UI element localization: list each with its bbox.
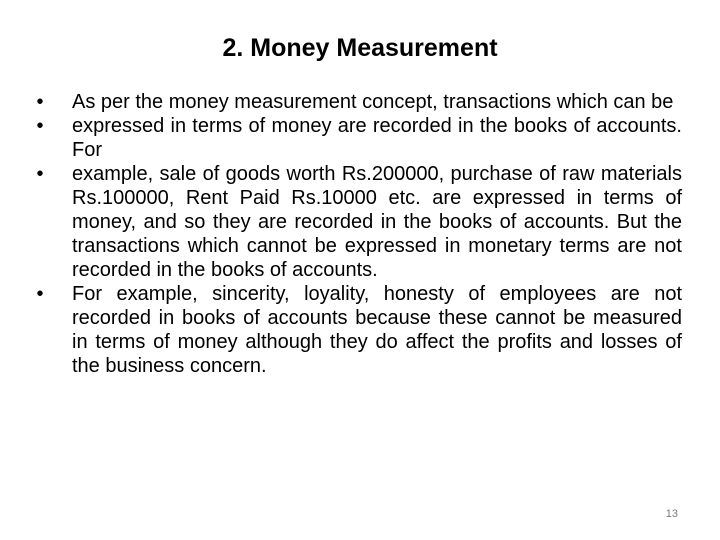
bullet-text: As per the money measurement concept, transactions which can be <box>72 91 674 113</box>
bullet-icon: • <box>36 283 44 305</box>
bullet-item <box>30 162 682 282</box>
bullet-list <box>30 90 682 378</box>
bullet-item <box>30 90 682 114</box>
bullet-icon: • <box>36 163 44 185</box>
bullet-item <box>30 282 682 378</box>
bullet-text: example, sale of goods worth Rs.200000, purchase of raw materials Rs.100000, Rent Paid Rs.10000 etc. are expressed in terms of money, and so they are recorded in the books of accounts. But the transactions which cannot be expressed in monetary terms are not recorded in the books of accounts. <box>72 163 682 281</box>
slide-title: 2. Money Measurement <box>222 34 498 62</box>
page-number: 13 <box>665 508 678 520</box>
bullet-text: For example, sincerity, loyality, honesty of employees are not recorded in books of accounts because these cannot be measured in terms of money although they do affect the profits and losses of the business concern. <box>72 283 682 377</box>
bullet-icon: • <box>36 115 44 137</box>
bullet-item <box>30 114 682 162</box>
bullet-icon: • <box>36 91 44 113</box>
bullet-text: expressed in terms of money are recorded in the books of accounts. For <box>72 115 682 161</box>
